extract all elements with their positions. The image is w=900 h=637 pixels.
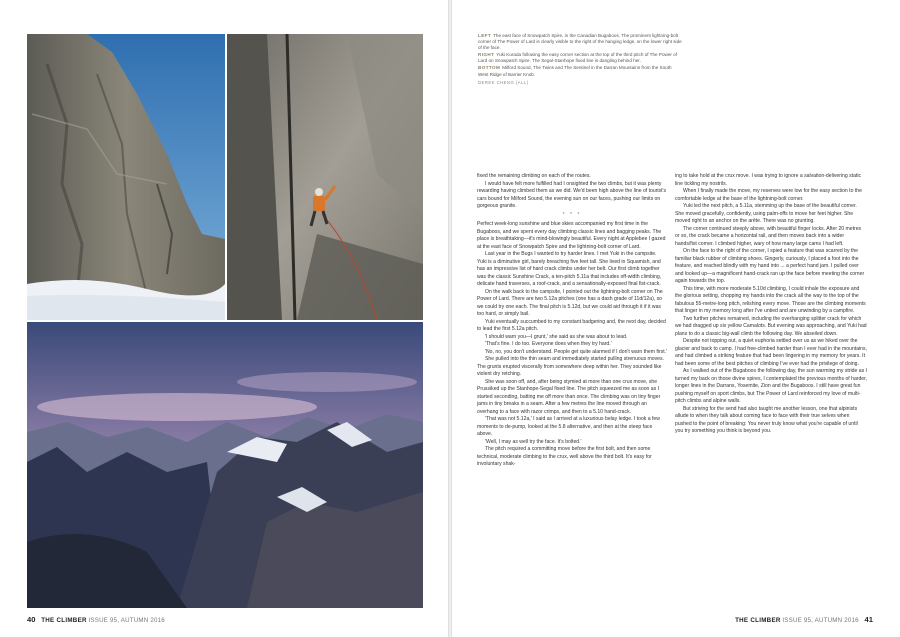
issue-info: ISSUE 95, AUTUMN 2016 (782, 617, 859, 624)
paragraph: Perfect week-long sunshine and blue skies accompanied my first time in the Bugaboos, and we spent every day climbing classic lines and bagging peaks. The place is breathtaking—it's mind-blowingly beautiful. Every night at Applebee I gazed at the east face of Snowpatch Spire and the lightning-bolt corner of Lard. (477, 221, 666, 250)
folio-left (27, 615, 165, 624)
page-gutter (448, 0, 452, 637)
article-column-right (675, 173, 867, 436)
paragraph: 'I should warn you—I grunt,' she said as she was about to lead. (485, 333, 628, 340)
caption-bottom: BOTTOM Milford Sound, The Twins and The Sentinel in the Darran Mountains from the South West Ridge of Barrier Knob. (478, 65, 672, 77)
paragraph: On the face to the right of the corner, I spied a feature that was scarred by the familiar black rubber of climbing shoes. Gingerly, curiously, I placed a foot into the feature, and reached blindly with my hand into ... a perfect hand jam. I pulled over and looked up—a magnificent hand-crack ran up the face before meeting the corner again towards the top. (675, 248, 865, 284)
caption-right: RIGHT Yuki Kurada following the easy corner section at the top of the third pitch of The Power of Lard on Snowpatch Spire. The Segal-Stanhope fixed line is dangling behind her. (478, 52, 678, 64)
photo-captions (478, 33, 682, 87)
paragraph: 'No, no, you don't understand. People get quite alarmed if I don't warn them first.' (485, 348, 667, 355)
paragraph: Last year in the Bugs I wanted to try harder lines. I met Yuki in the campsite. Yuki is a diminutive girl, barely breaching five feet tall. She lived in Squamish, and has an impressive list of hard crack climbs under her belt. Our first climb together was the classic Sunshine Crack, a ten-pitch 5.11a that includes off-width climbing, delicate hand traverses, a roof-crack, and a sensationally-exposed final fist-crack. (477, 251, 662, 287)
paragraph: 'Well, I may as well try the face. It's bolted.' (485, 438, 582, 445)
paragraph: She pulled into the thin seam and immediately started pulling strenuous moves. The grunts erupted viscerally from somewhere deep within her. They sounded like violent dry retching. (477, 356, 664, 377)
issue-info: ISSUE 95, AUTUMN 2016 (88, 617, 165, 624)
paragraph: Despite not topping out, a quiet euphoria settled over us as we hiked over the glacier and back to camp. I had free-climbed harder than I ever had in the mountains, and had climbed a striking feature that had been lingering in my memory for years. It had been some of the best pitches of climbing I've ever had the privilege of doing. (675, 338, 867, 367)
caption-left: LEFT The east face of Snowpatch Spire, in the Canadian Bugaboos. The prominent lightning-bolt corner of The Power of Lard is clearly visible to the right of the hanging ledge, on the lower right side of the face. (478, 33, 682, 51)
paragraph: I would have felt more fulfilled had I onsighted the two climbs, but it was plenty rewarding having climbed them as we did. We'd been high above the line of tourist's cars bound for Milford Sound, the evening sun on our faces, pushing our limits on gorgeous granite. (477, 180, 667, 209)
page-number-left: 40 (27, 615, 36, 624)
photo-darran-mountains (27, 322, 423, 608)
photo-snowpatch-spire (27, 34, 225, 320)
paragraph: Yuki led the next pitch, a 5.11a, stemming up the base of the beautiful corner. She moved gracefully, confidently, using palm-offs to move her feet higher. She moved right to an anchor on the arête. There was no grunting. (675, 203, 857, 224)
page-number-right: 41 (864, 615, 873, 624)
photo-credit: DEREK CHENG (ALL) (478, 79, 529, 85)
magazine-name: THE CLIMBER (41, 617, 87, 624)
paragraph: When I finally made the move, my reserves were low for the easy section to the comfortable ledge at the base of the lightning-bolt corner. (675, 188, 862, 202)
paragraph: She was soon off, and, after being stymied at more than one crux move, she Prussiked up the Stanhope-Segal fixed line. The pitch squeezed me as soon as I started seconding, batting me off more than once. The climbing was on tiny finger jams in tiny breaks in a seam. After a few metres the line moved through an overhang to a face with razor crimps, and then to a 5.10 hand-crack. (477, 378, 661, 415)
paragraph: The pitch required a committing move before the first bolt, and then some technical, moderate climbing to the crux, well above the third bolt. It's easy for involuntary shak- (477, 446, 652, 467)
paragraph: fixed the remaining climbing on each of the routes. (477, 173, 591, 179)
photo-climber-corner (227, 34, 423, 320)
paragraph: 'That was not 5.12a,' I said as I arrived at a luxurious belay ledge. I took a few moments to de-pump, looked at the 5.8 alternative, and then at the steep face above. (477, 416, 660, 437)
paragraph: ing to take hold at the crux move. I was trying to ignore a salvation-delivering static line tickling my nostrils. (675, 173, 862, 187)
folio-right (735, 615, 873, 624)
paragraph: But striving for the send had also taught me another lesson, one that alpinists allude to when they talk about coming face to face with their true selves when pushed to the point of breaking: You never truly know what you're capable of until you try something you think is beyond you. (675, 405, 858, 434)
paragraph: Yuki eventually succumbed to my constant badgering and, the next day, decided to lead the first 5.12a pitch. (477, 318, 666, 332)
paragraph: 'That's fine. I do too. Everyone does when they try hard.' (485, 341, 612, 347)
paragraph: As I walked out of the Bugaboos the following day, the sun warming my stride as I turned my back on those divine spires, I contemplated the previous months of harder, longer lines in the Darrans, Yosemite, Zion and the Bugaboos. I still have great fun pushing myself on sport climbs, but The Power of Lard reinforced my love of multi-pitch climbs and alpine walls. (675, 368, 867, 404)
paragraph: This time, with more moderate 5.10d climbing, I could inhale the exposure and the glorious setting, chopping my hands into the crack all the way to the top of the fabulous 55-metre-long pitch, relishing every move. Those are the climbing moments that linger in my memory long after I've untied and are unwinding by a campfire. (675, 285, 866, 314)
article-column-left (477, 173, 667, 469)
paragraph: The corner continued steeply above, with beautiful finger locks. After 20 metres or so, the crack became a horizontal rail, and then moves back into a wider hands/fist corner. I climbed higher, wary of how many large cams I had left. (675, 225, 862, 247)
paragraph: On the walk back to the campsite, I pointed out the lightning-bolt corner on The Power of Lard. There are two 5.12a pitches (one has a dash grade of 11d/12a), so we could try one each. The final pitch is 5.12d, but we could aid through it if it was too hard, or simply bail. (477, 288, 663, 317)
section-break: * * * (562, 211, 582, 218)
magazine-name: THE CLIMBER (735, 617, 781, 624)
paragraph: Two further pitches remained, including the overhanging splitter crack for which we had dragged up six yellow Camalots. But evening was approaching, and Yuki had plans to do a classic big-wall climb the following day. We abseiled down. (675, 315, 867, 337)
